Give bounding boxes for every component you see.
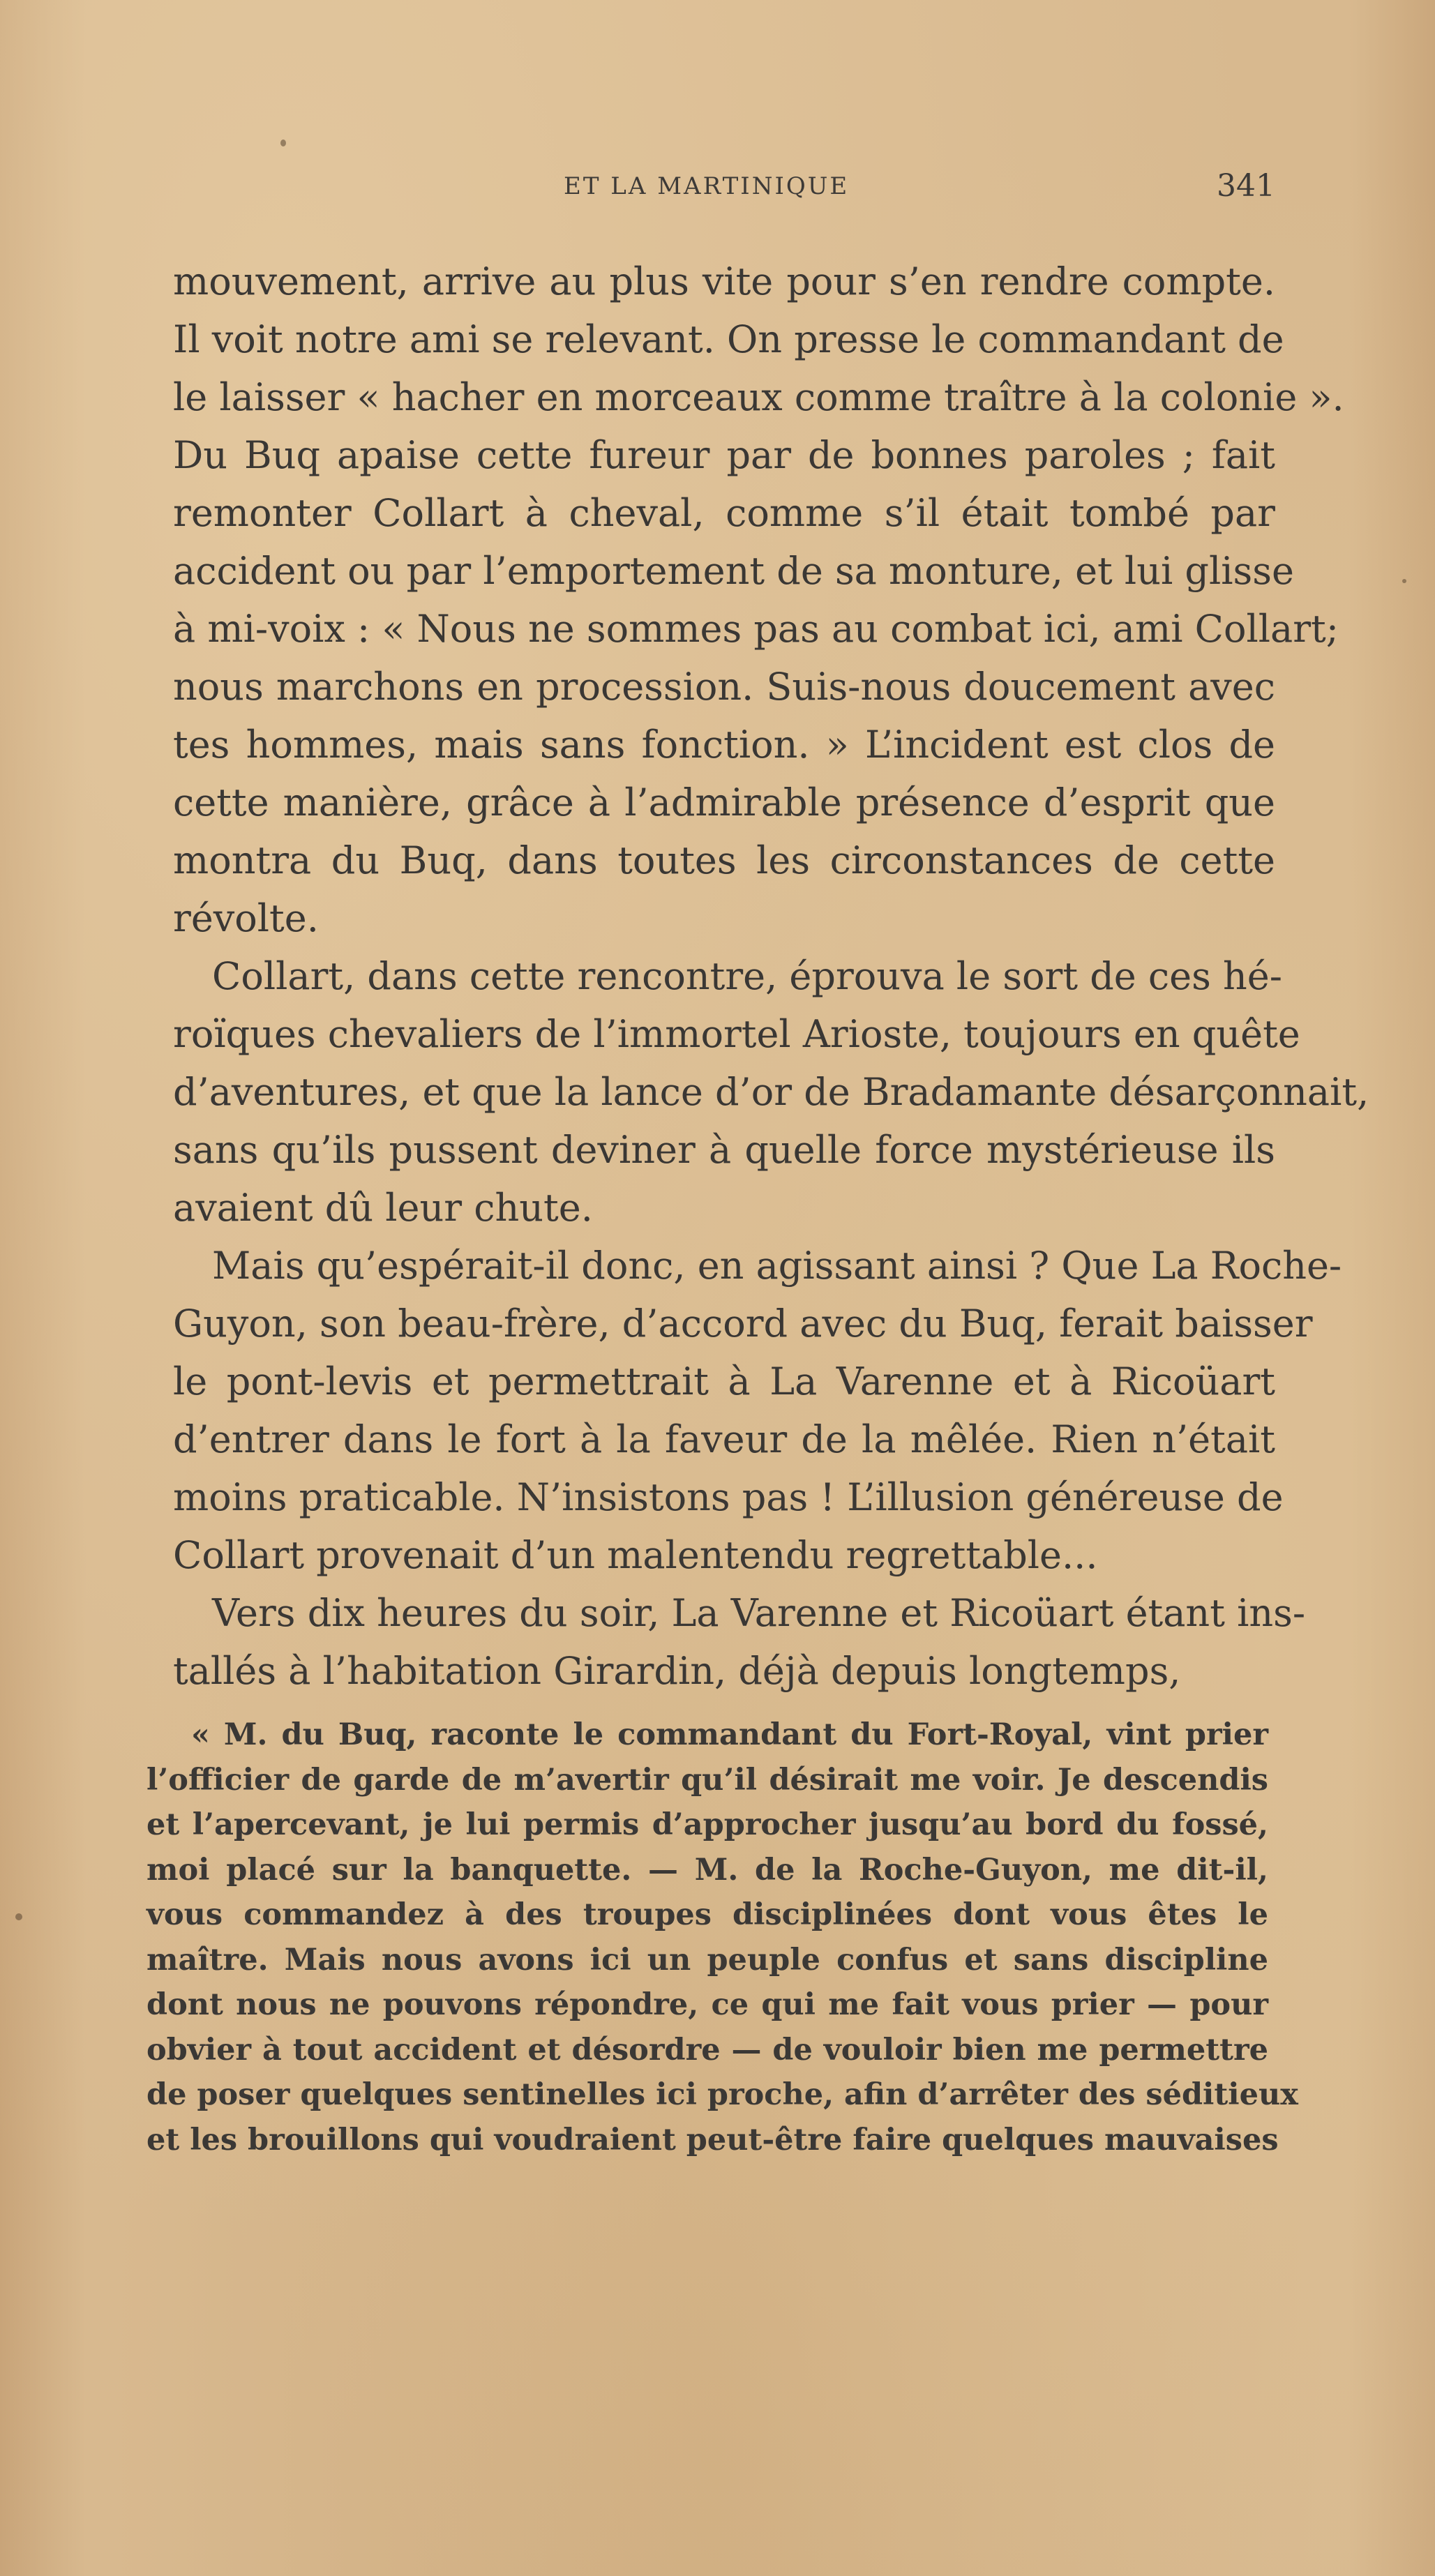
- text-line: le laisser « hacher en morceaux comme traître à la colonie ».: [173, 375, 1344, 419]
- main-text: [173, 253, 1369, 1700]
- text-line: moins praticable. N’insistons pas ! L’illusion généreuse de: [173, 1475, 1284, 1519]
- paper-speck: [1402, 579, 1406, 583]
- footnote-line: moi placé sur la banquette. — M. de la Roche-Guyon, me dit-il,: [146, 1852, 1268, 1888]
- footnote: [146, 1712, 1298, 2162]
- footnote-line: l’officier de garde de m’avertir qu’il désirait me voir. Je descendis: [146, 1762, 1268, 1798]
- text-line: montra du Buq, dans toutes les circonstances de cette: [173, 838, 1275, 882]
- text-line: Vers dix heures du soir, La Varenne et Ricoüart étant ins-: [212, 1591, 1306, 1635]
- text-line: accident ou par l’emportement de sa monture, et lui glisse: [173, 549, 1294, 593]
- text-line: mouvement, arrive au plus vite pour s’en rendre compte.: [173, 259, 1275, 303]
- footnote-line: vous commandez à des troupes disciplinées dont vous êtes le: [146, 1897, 1268, 1932]
- footnote-line: obvier à tout accident et désordre — de vouloir bien me permettre: [146, 2032, 1268, 2067]
- text-line: à mi-voix : « Nous ne sommes pas au combat ici, ami Collart;: [173, 607, 1339, 651]
- footnote-line: et l’apercevant, je lui permis d’approcher jusqu’au bord du fossé,: [146, 1807, 1268, 1842]
- text-line: Collart provenait d’un malentendu regrettable...: [173, 1533, 1098, 1577]
- text-line: tallés à l’habitation Girardin, déjà depuis longtemps,: [173, 1649, 1181, 1693]
- text-line: sans qu’ils pussent deviner à quelle force mystérieuse ils: [173, 1128, 1275, 1172]
- page-number: 341: [1217, 168, 1275, 204]
- paper-speck: [280, 140, 286, 146]
- page-header: [173, 168, 1275, 213]
- running-head: ET LA MARTINIQUE: [564, 172, 850, 200]
- text-line: nous marchons en procession. Suis-nous doucement avec: [173, 665, 1275, 709]
- text-line: tes hommes, mais sans fonction. » L’incident est clos de: [173, 723, 1275, 767]
- text-line: cette manière, grâce à l’admirable présence d’esprit que: [173, 781, 1275, 824]
- text-line: Il voit notre ami se relevant. On presse le commandant de: [173, 317, 1284, 361]
- footnote-line: et les brouillons qui voudraient peut-être faire quelques mauvaises: [146, 2122, 1279, 2157]
- footnote-line: maître. Mais nous avons ici un peuple confus et sans discipline: [146, 1942, 1268, 1978]
- text-line: remonter Collart à cheval, comme s’il était tombé par: [173, 491, 1275, 535]
- footnote-line: dont nous ne pouvons répondre, ce qui me fait vous prier — pour: [146, 1987, 1268, 2022]
- text-line: Collart, dans cette rencontre, éprouva le sort de ces hé-: [212, 954, 1282, 998]
- footnote-line: de poser quelques sentinelles ici proche, afin d’arrêter des séditieux: [146, 2077, 1298, 2112]
- text-line: d’entrer dans le fort à la faveur de la mêlée. Rien n’était: [173, 1417, 1275, 1461]
- footnote-line: « M. du Buq, raconte le commandant du Fort-Royal, vint prier: [191, 1717, 1268, 1752]
- text-line: révolte.: [173, 896, 319, 940]
- text-line: avaient dû leur chute.: [173, 1186, 593, 1230]
- text-line: d’aventures, et que la lance d’or de Bradamante désarçonnait,: [173, 1070, 1369, 1114]
- text-line: roïques chevaliers de l’immortel Arioste, toujours en quête: [173, 1012, 1300, 1056]
- text-line: Du Buq apaise cette fureur par de bonnes paroles ; fait: [173, 433, 1275, 477]
- text-line: Mais qu’espérait-il donc, en agissant ainsi ? Que La Roche-: [212, 1244, 1342, 1288]
- text-line: Guyon, son beau-frère, d’accord avec du Buq, ferait baisser: [173, 1302, 1313, 1346]
- text-line: le pont-levis et permettrait à La Varenne et à Ricoüart: [173, 1359, 1275, 1403]
- paper-speck: [15, 1913, 22, 1920]
